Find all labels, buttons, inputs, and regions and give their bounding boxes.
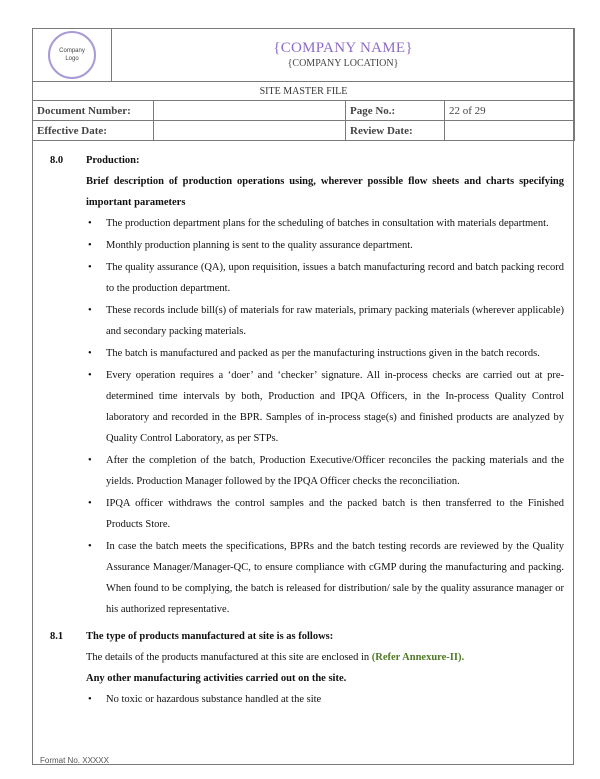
section-number: 8.1 bbox=[50, 631, 64, 642]
site-master-file-title: SITE MASTER FILE bbox=[33, 82, 575, 101]
bullet-icon: • bbox=[88, 498, 92, 509]
page-no-label: Page No.: bbox=[346, 101, 445, 121]
section-number: 8.0 bbox=[50, 155, 64, 166]
annexure-reference: (Refer Annexure-II). bbox=[371, 652, 465, 663]
section-8-0-heading bbox=[50, 150, 564, 171]
list-item: • Every operation requires a ‘doer’ and ‘checker’ signature. All in-process checks are carried out at pre-determined time intervals by both, Production and IPQA Officers, in the In-process Quality Control laboratory and recorded in the BPR. Samples of in-process stage(s) and finished products are analyzed by Quality Control Laboratory, as per STPs. bbox=[86, 365, 564, 449]
section-8-1-heading bbox=[50, 626, 564, 647]
products-details-text: The details of the products manufactured at this site are enclosed in bbox=[86, 652, 372, 663]
other-activities-title: Any other manufacturing activities carried out on the site. bbox=[86, 673, 347, 684]
list-item: • The batch is manufactured and packed as per the manufacturing instructions given in the batch records. bbox=[86, 343, 564, 364]
company-cell bbox=[112, 29, 575, 82]
document-header bbox=[32, 28, 575, 141]
other-activities-list bbox=[86, 689, 564, 710]
review-date-label: Review Date: bbox=[346, 121, 445, 141]
format-number: Format No. XXXXX bbox=[40, 756, 109, 765]
list-item: • Monthly production planning is sent to the quality assurance department. bbox=[86, 235, 564, 256]
logo-cell bbox=[33, 29, 112, 82]
bullet-icon: • bbox=[88, 370, 92, 381]
list-item: • After the completion of the batch, Production Executive/Officer reconciles the packing materials and the yields. Production Manager followed by the IPQA Officer checks the reconciliation. bbox=[86, 450, 564, 492]
document-body bbox=[50, 150, 564, 711]
section-title: Production: bbox=[86, 155, 140, 166]
list-item: • In case the batch meets the specifications, BPRs and the batch testing records are reviewed by the Quality Assurance Manager/Manager-QC, to ensure compliance with cGMP during the manufacturing and packing. When found to be complying, the batch is released for distribution/ sale by the quality assurance manager or his authorized representative. bbox=[86, 536, 564, 620]
bullet-icon: • bbox=[88, 541, 92, 552]
list-item: • No toxic or hazardous substance handled at the site bbox=[86, 689, 564, 710]
bullet-icon: • bbox=[88, 455, 92, 466]
bullet-icon: • bbox=[88, 262, 92, 273]
section-subtitle: Brief description of production operations using, wherever possible flow sheets and charts specifying important parameters bbox=[86, 176, 564, 208]
list-item: • IPQA officer withdraws the control samples and the packed batch is then transferred to the Finished Products Store. bbox=[86, 493, 564, 535]
effective-date-label: Effective Date: bbox=[33, 121, 154, 141]
section-title: The type of products manufactured at site is as follows: bbox=[86, 631, 334, 642]
bullet-icon: • bbox=[88, 694, 92, 705]
list-item: • The quality assurance (QA), upon requisition, issues a batch manufacturing record and batch packing record to the production department. bbox=[86, 257, 564, 299]
bullet-icon: • bbox=[88, 348, 92, 359]
bullet-icon: • bbox=[88, 305, 92, 316]
company-logo bbox=[48, 31, 96, 79]
document-number-value bbox=[154, 101, 346, 121]
document-number-label: Document Number: bbox=[33, 101, 154, 121]
production-bullet-list bbox=[86, 213, 564, 620]
company-location: {COMPANY LOCATION} bbox=[287, 58, 399, 69]
bullet-icon: • bbox=[88, 218, 92, 229]
logo-text-line2: Logo bbox=[65, 56, 79, 62]
company-name: {COMPANY NAME} bbox=[273, 40, 413, 56]
page-no-value: 22 of 29 bbox=[445, 101, 575, 121]
review-date-value bbox=[445, 121, 575, 141]
products-details-line bbox=[86, 647, 564, 668]
effective-date-value bbox=[154, 121, 346, 141]
list-item: • The production department plans for the scheduling of batches in consultation with materials department. bbox=[86, 213, 564, 234]
bullet-icon: • bbox=[88, 240, 92, 251]
list-item: • These records include bill(s) of materials for raw materials, primary packing materials (wherever applicable) and secondary packing materials. bbox=[86, 300, 564, 342]
logo-text-line1: Company bbox=[59, 48, 85, 54]
